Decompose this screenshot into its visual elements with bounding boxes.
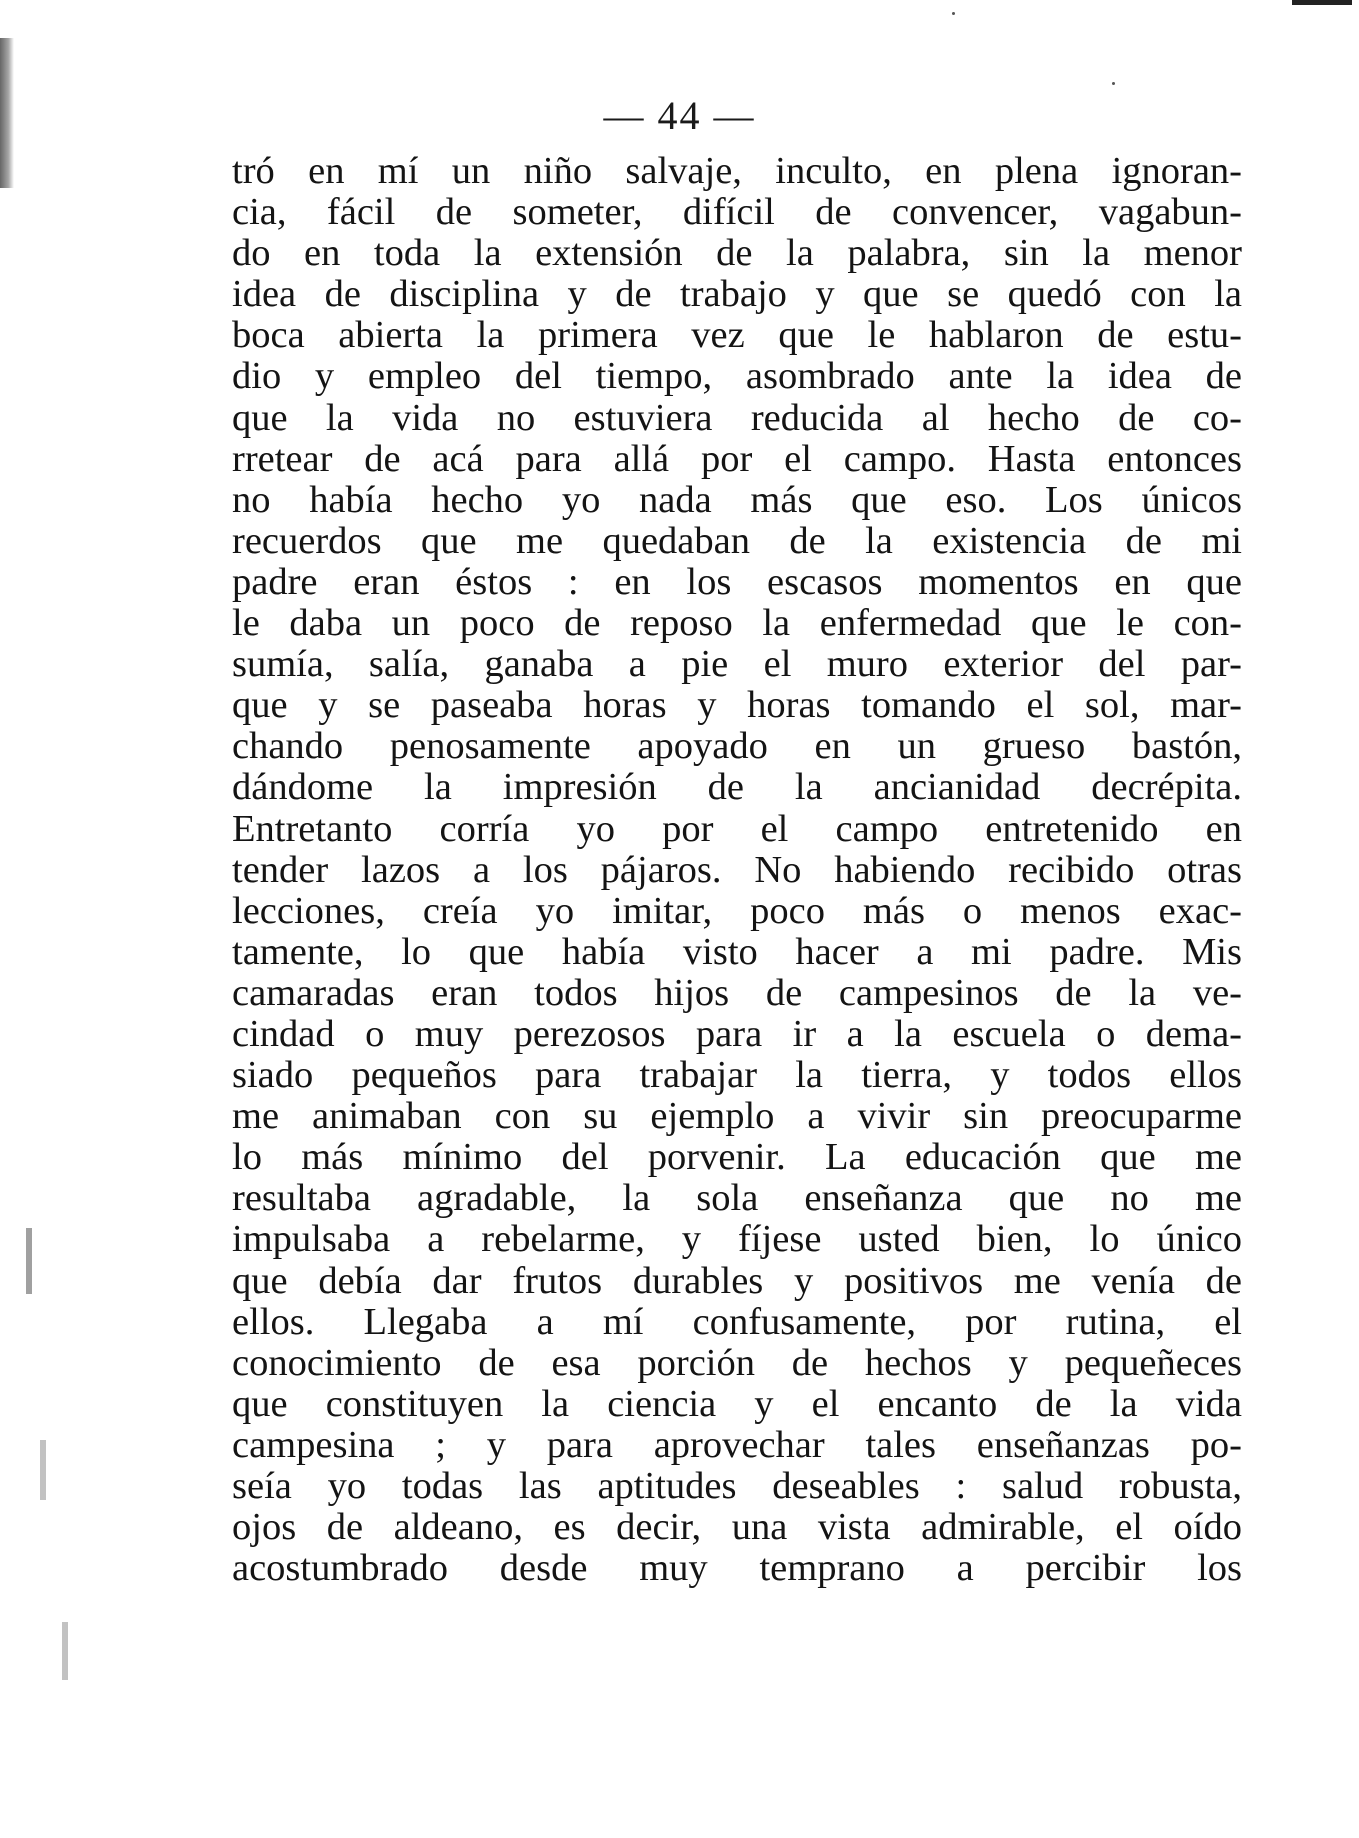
scan-edge-mark-left-low [40, 1440, 46, 1500]
text-line: camaradas eran todos hijos de campesinos de la ve- [232, 971, 1242, 1014]
text-line: lo más mínimo del porvenir. La educación que me [232, 1136, 1242, 1179]
text-line: cindad o muy perezosos para ir a la escuela o dema- [232, 1012, 1242, 1055]
text-line: padre eran éstos : en los escasos momentos en que [232, 560, 1242, 603]
scan-speck [1112, 82, 1115, 85]
text-line: tamente, lo que había visto hacer a mi padre. Mis [232, 930, 1242, 973]
text-line: impulsaba a rebelarme, y fíjese usted bien, lo único [232, 1218, 1242, 1261]
text-line: rretear de acá para allá por el campo. Hasta entonces [232, 437, 1242, 480]
text-line: lecciones, creía yo imitar, poco más o menos exac- [232, 889, 1242, 932]
text-line: acostumbrado desde muy temprano a percibir los [232, 1547, 1242, 1590]
text-line: tender lazos a los pájaros. No habiendo recibido otras [232, 848, 1242, 891]
text-line: idea de disciplina y de trabajo y que se quedó con la [232, 273, 1242, 316]
text-line: que la vida no estuviera reducida al hecho de co- [232, 396, 1242, 439]
text-line: cia, fácil de someter, difícil de convencer, vagabun- [232, 191, 1242, 234]
text-line: le daba un poco de reposo la enfermedad que le con- [232, 602, 1242, 645]
text-line: resultaba agradable, la sola enseñanza que no me [232, 1177, 1242, 1220]
text-line: Entretanto corría yo por el campo entretenido en [232, 807, 1242, 850]
text-line: dándome la impresión de la ancianidad decrépita. [232, 766, 1242, 809]
text-line: que constituyen la ciencia y el encanto de la vida [232, 1382, 1242, 1425]
text-line: me animaban con su ejemplo a vivir sin preocuparme [232, 1095, 1242, 1138]
text-line: ellos. Llegaba a mí confusamente, por rutina, el [232, 1300, 1242, 1343]
text-line: tró en mí un niño salvaje, inculto, en plena ignoran- [232, 150, 1242, 192]
text-line: conocimiento de esa porción de hechos y pequeñeces [232, 1341, 1242, 1384]
text-line: chando penosamente apoyado en un grueso bastón, [232, 725, 1242, 768]
text-line: dio y empleo del tiempo, asombrado ante la idea de [232, 355, 1242, 398]
text-line: boca abierta la primera vez que le hablaron de estu- [232, 314, 1242, 357]
scan-edge-mark-left-bottom [62, 1622, 68, 1680]
text-line: que debía dar frutos durables y positivos me venía de [232, 1259, 1242, 1302]
text-line: recuerdos que me quedaban de la existencia de mi [232, 519, 1242, 562]
scan-edge-mark-top-right [1292, 0, 1352, 5]
scan-speck [952, 12, 955, 15]
body-text [232, 151, 1242, 1589]
text-line: no había hecho yo nada más que eso. Los únicos [232, 478, 1242, 521]
text-line: que y se paseaba horas y horas tomando el sol, mar- [232, 684, 1242, 727]
page-number: — 44 — [603, 93, 756, 138]
text-line: campesina ; y para aprovechar tales enseñanzas po- [232, 1423, 1242, 1466]
scan-edge-mark-left-mid [26, 1228, 32, 1294]
text-line: ojos de aldeano, es decir, una vista admirable, el oído [232, 1506, 1242, 1549]
text-line: do en toda la extensión de la palabra, sin la menor [232, 232, 1242, 275]
text-line: sumía, salía, ganaba a pie el muro exterior del par- [232, 643, 1242, 686]
text-line: siado pequeños para trabajar la tierra, y todos ellos [232, 1054, 1242, 1097]
text-line: seía yo todas las aptitudes deseables : salud robusta, [232, 1465, 1242, 1507]
